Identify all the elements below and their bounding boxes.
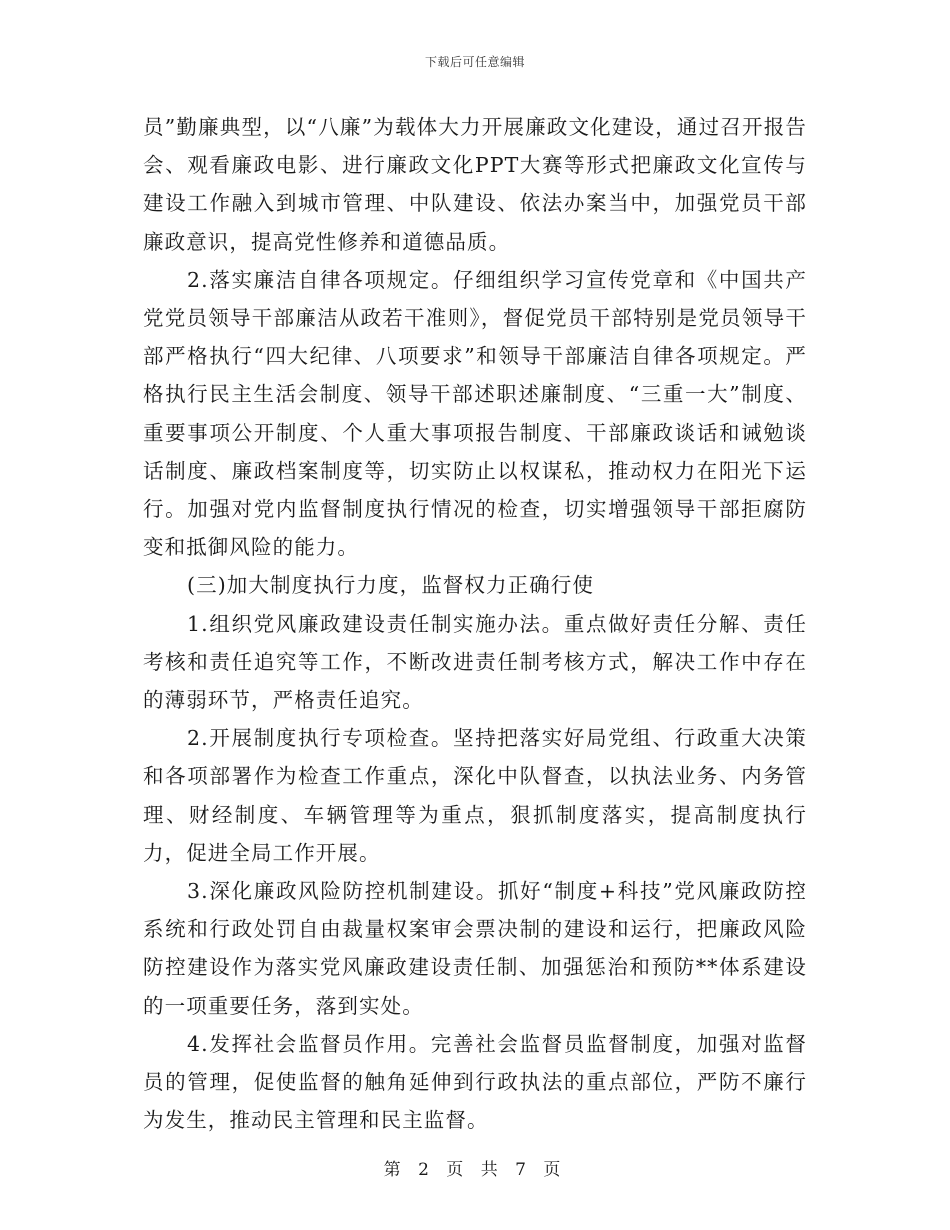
paragraph: 2.落实廉洁自律各项规定。仔细组织学习宣传党章和《中国共产党党员领导干部廉洁从政若干准则》，督促党员干部特别是党员领导干部严格执行“四大纪律、八项要求”和领导干部廉洁自律各项规定。严格执行民主生活会制度、领导干部述职述廉制度、“三重一大”制度、重要事项公开制度、个人重大事项报告制度、干部廉政谈话和诫勉谈话制度、廉政档案制度等，切实防止以权谋私，推动权力在阳光下运行。加强对党内监督制度执行情况的检查，切实增强领导干部拒腐防变和抵御风险的能力。 <box>143 267 807 560</box>
paragraph: 4.发挥社会监督员作用。完善社会监督员监督制度，加强对监督员的管理，促使监督的触角延伸到行政执法的重点部位，严防不廉行为发生，推动民主管理和民主监督。 <box>143 1031 807 1133</box>
paragraph: 2.开展制度执行专项检查。坚持把落实好局党组、行政重大决策和各项部署作为检查工作重点，深化中队督查，以执法业务、内务管理、财经制度、车辆管理等为重点，狠抓制度落实，提高制度执行力，促进全局工作开展。 <box>143 726 807 865</box>
paragraph: 1.组织党风廉政建设责任制实施办法。重点做好责任分解、责任考核和责任追究等工作，不断改进责任制考核方式，解决工作中存在的薄弱环节，严格责任追究。 <box>143 611 807 713</box>
paragraph: 3.深化廉政风险防控机制建设。抓好“制度+科技”党风廉政防控系统和行政处罚自由裁量权案审会票决制的建设和运行，把廉政风险防控建设作为落实党风廉政建设责任制、加强惩治和预防**体系建设的一项重要任务，落到实处。 <box>143 879 807 1018</box>
page-number: 第 2 页 共 7 页 <box>383 1160 567 1180</box>
document-body <box>143 108 807 1139</box>
section-heading: (三)加大制度执行力度，监督权力正确行使 <box>187 573 594 598</box>
paragraph: 员”勤廉典型，以“八廉”为载体大力开展廉政文化建设，通过召开报告会、观看廉政电影、进行廉政文化PPT大赛等形式把廉政文化宣传与建设工作融入到城市管理、中队建设、依法办案当中，加强党员干部廉政意识，提高党性修养和道德品质。 <box>143 115 807 254</box>
header-note: 下载后可任意编辑 <box>424 55 525 69</box>
